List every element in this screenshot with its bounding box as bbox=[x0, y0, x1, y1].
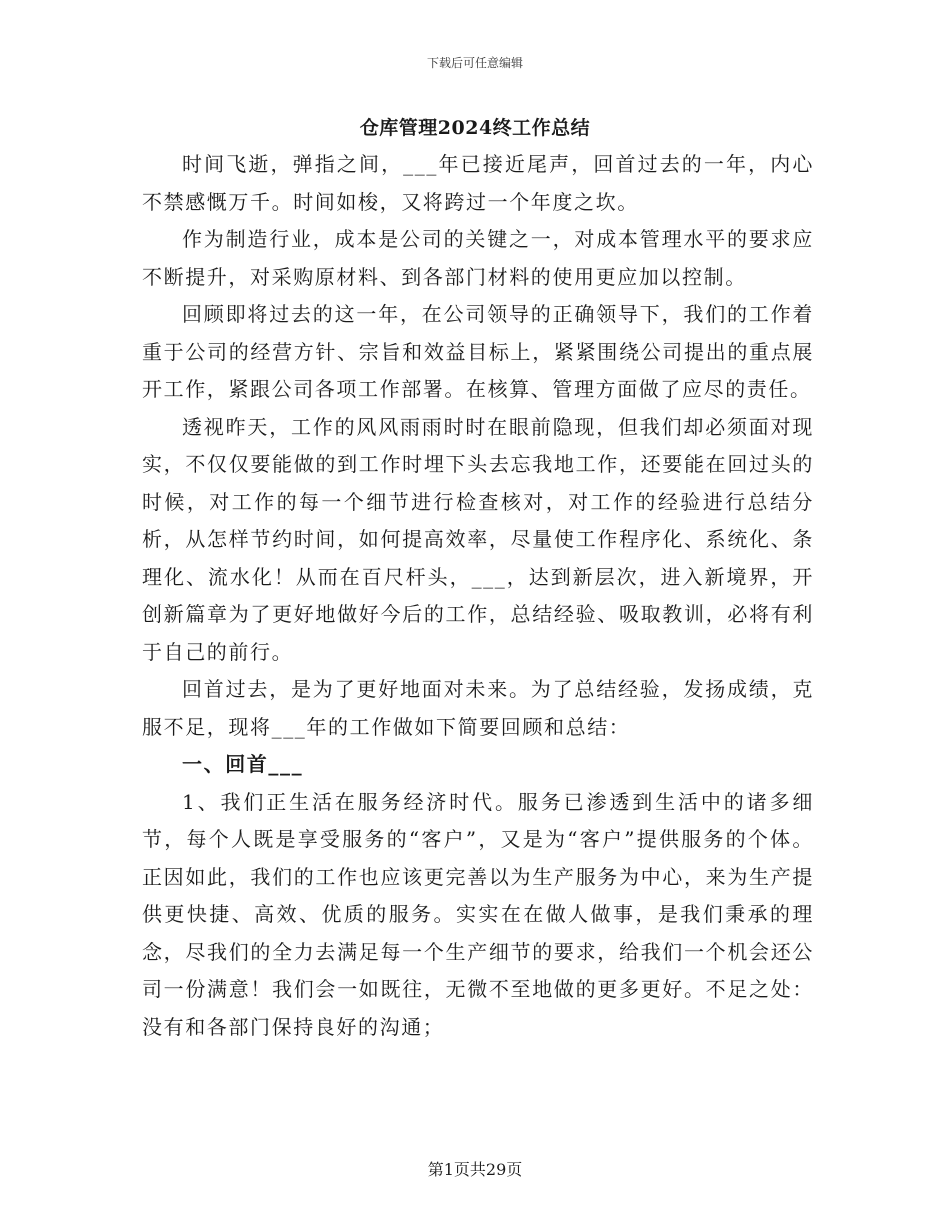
page-number: 第1页共29页 bbox=[427, 1160, 523, 1179]
paragraph: 回首过去，是为了更好地面对未来。为了总结经验，发扬成绩，克服不足，现将___年的工作做如下简要回顾和总结： bbox=[142, 677, 814, 739]
document-title: 仓库管理2024终工作总结 bbox=[359, 117, 591, 139]
paragraph: 透视昨天，工作的风风雨雨时时在眼前隐现，但我们却必须面对现实，不仅仅要能做的到工作时埋下头去忘我地工作，还要能在回过头的时候，对工作的每一个细节进行检查核对，对工作的经验进行总结分析，从怎样节约时间，如何提高效率，尽量使工作程序化、系统化、条理化、流水化！从而在百尺杆头，___，达到新层次，进入新境界，开创新篇章为了更好地做好今后的工作，总结经验、吸取教训，必将有利于自己的前行。 bbox=[142, 414, 814, 664]
section-paragraph: 1、我们正生活在服务经济时代。服务已渗透到生活中的诸多细节，每个人既是享受服务的“客户”，又是为“客户”提供服务的个体。正因如此，我们的工作也应该更完善以为生产服务为中心，来为生产提供更快捷、高效、优质的服务。实实在在做人做事，是我们秉承的理念，尽我们的全力去满足每一个生产细节的要求，给我们一个机会还公司一份满意！我们会一如既往，无微不至地做的更多更好。不足之处：没有和各部门保持良好的沟通； bbox=[142, 789, 814, 1039]
section-heading: 一、回首___ bbox=[182, 752, 304, 776]
header-note: 下载后可任意编辑 bbox=[426, 56, 523, 70]
paragraph: 回顾即将过去的这一年，在公司领导的正确领导下，我们的工作着重于公司的经营方针、宗旨和效益目标上，紧紧围绕公司提出的重点展开工作，紧跟公司各项工作部署。在核算、管理方面做了应尽的责任。 bbox=[142, 302, 814, 401]
document-body bbox=[142, 146, 814, 1046]
paragraph: 作为制造行业，成本是公司的关键之一，对成本管理水平的要求应不断提升，对采购原材料、到各部门材料的使用更应加以控制。 bbox=[142, 227, 814, 289]
paragraph: 时间飞逝，弹指之间，___年已接近尾声，回首过去的一年，内心不禁感慨万千。时间如梭，又将跨过一个年度之坎。 bbox=[142, 152, 814, 214]
